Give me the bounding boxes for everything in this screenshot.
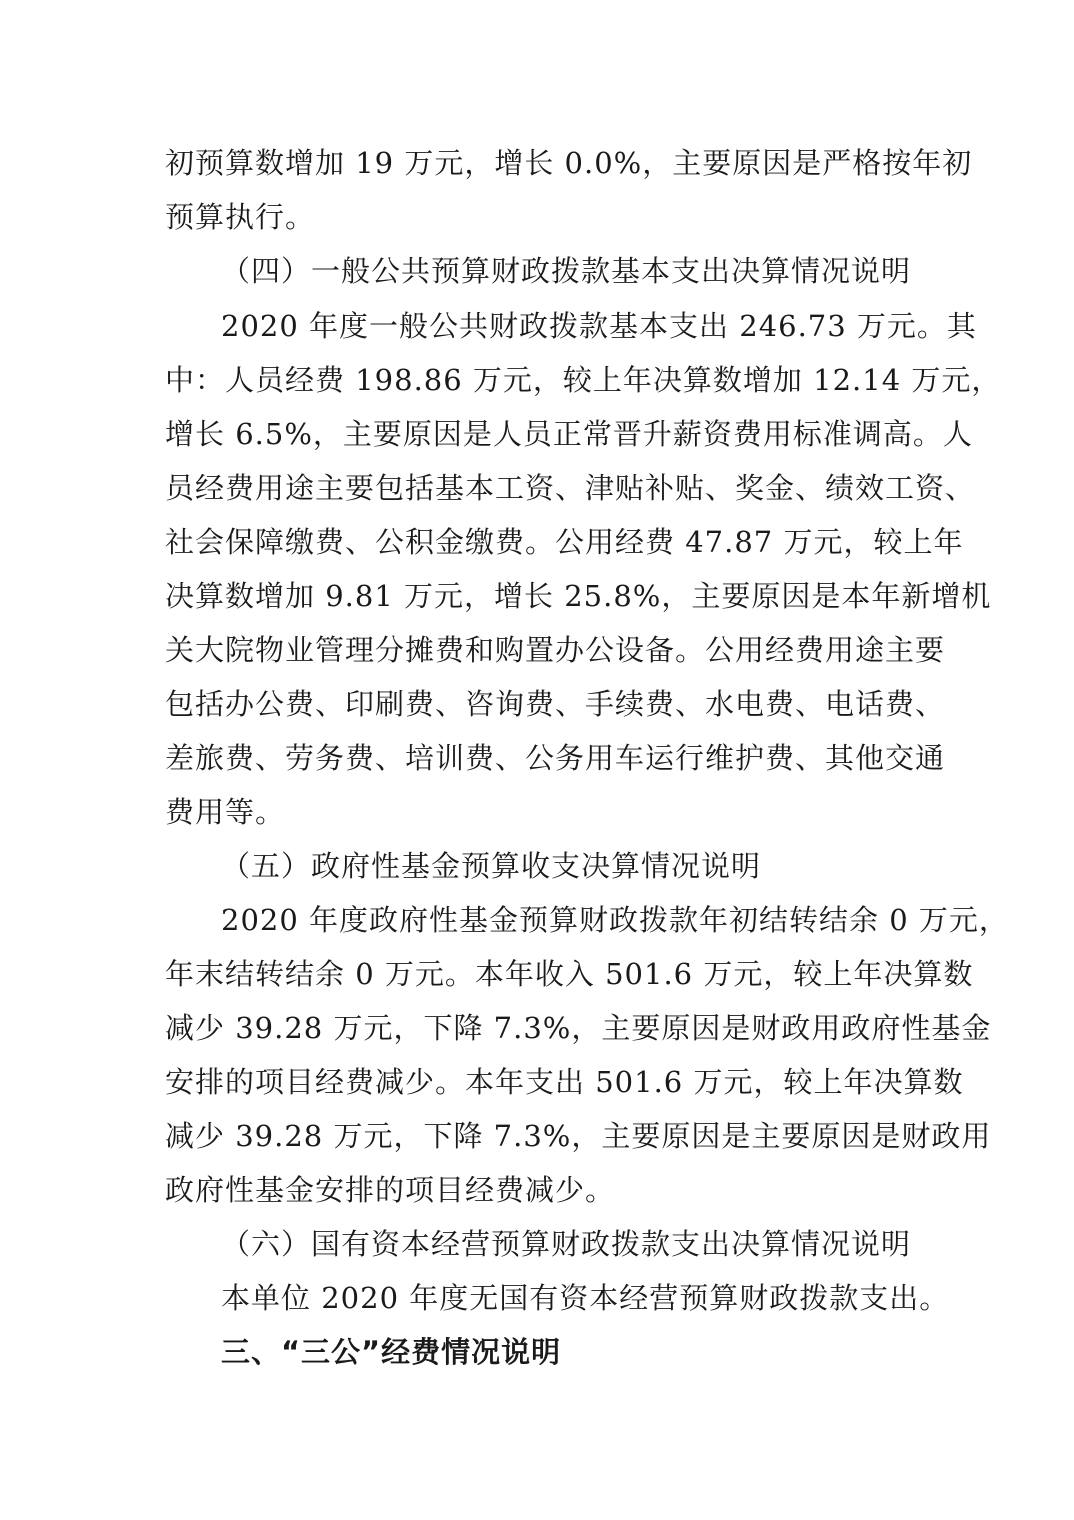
section-heading-4: （四）一般公共预算财政拨款基本支出决算情况说明: [221, 254, 912, 288]
paragraph-line: 关大院物业管理分摊费和购置办公设备。公用经费用途主要: [165, 633, 946, 667]
paragraph-line: 增长 6.5%，主要原因是人员正常晋升薪资费用标准调高。人: [165, 417, 973, 451]
chapter-heading-3: 三、“三公”经费情况说明: [221, 1335, 562, 1369]
section-heading-5: （五）政府性基金预算收支决算情况说明: [221, 849, 762, 883]
paragraph-line: 差旅费、劳务费、培训费、公务用车运行维护费、其他交通: [165, 741, 946, 775]
paragraph-line: 员经费用途主要包括基本工资、津贴补贴、奖金、绩效工资、: [165, 471, 976, 505]
paragraph-line: 年末结转结余 0 万元。本年收入 501.6 万元，较上年决算数: [165, 957, 974, 991]
paragraph-line: 预算执行。: [165, 200, 316, 234]
paragraph-line: 决算数增加 9.81 万元，增长 25.8%，主要原因是本年新增机: [165, 579, 992, 613]
paragraph-line: 初预算数增加 19 万元，增长 0.0%，主要原因是严格按年初: [165, 146, 973, 180]
paragraph-line: 2020 年度一般公共财政拨款基本支出 246.73 万元。其: [221, 309, 977, 343]
paragraph-line: 安排的项目经费减少。本年支出 501.6 万元，较上年决算数: [165, 1065, 964, 1099]
paragraph-line: 社会保障缴费、公积金缴费。公用经费 47.87 万元，较上年: [165, 525, 964, 559]
paragraph-line: 本单位 2020 年度无国有资本经营预算财政拨款支出。: [221, 1281, 950, 1315]
paragraph-line: 2020 年度政府性基金预算财政拨款年初结转结余 0 万元，: [221, 903, 1009, 937]
paragraph-line: 包括办公费、印刷费、咨询费、手续费、水电费、电话费、: [165, 687, 946, 721]
paragraph-line: 减少 39.28 万元，下降 7.3%，主要原因是财政用政府性基金: [165, 1011, 992, 1045]
paragraph-line: 政府性基金安排的项目经费减少。: [165, 1173, 616, 1207]
section-heading-6: （六）国有资本经营预算财政拨款支出决算情况说明: [221, 1227, 912, 1261]
paragraph-line: 费用等。: [165, 795, 286, 829]
paragraph-line: 中：人员经费 198.86 万元，较上年决算数增加 12.14 万元，: [165, 363, 1002, 397]
paragraph-line: 减少 39.28 万元，下降 7.3%，主要原因是主要原因是财政用: [165, 1119, 992, 1153]
